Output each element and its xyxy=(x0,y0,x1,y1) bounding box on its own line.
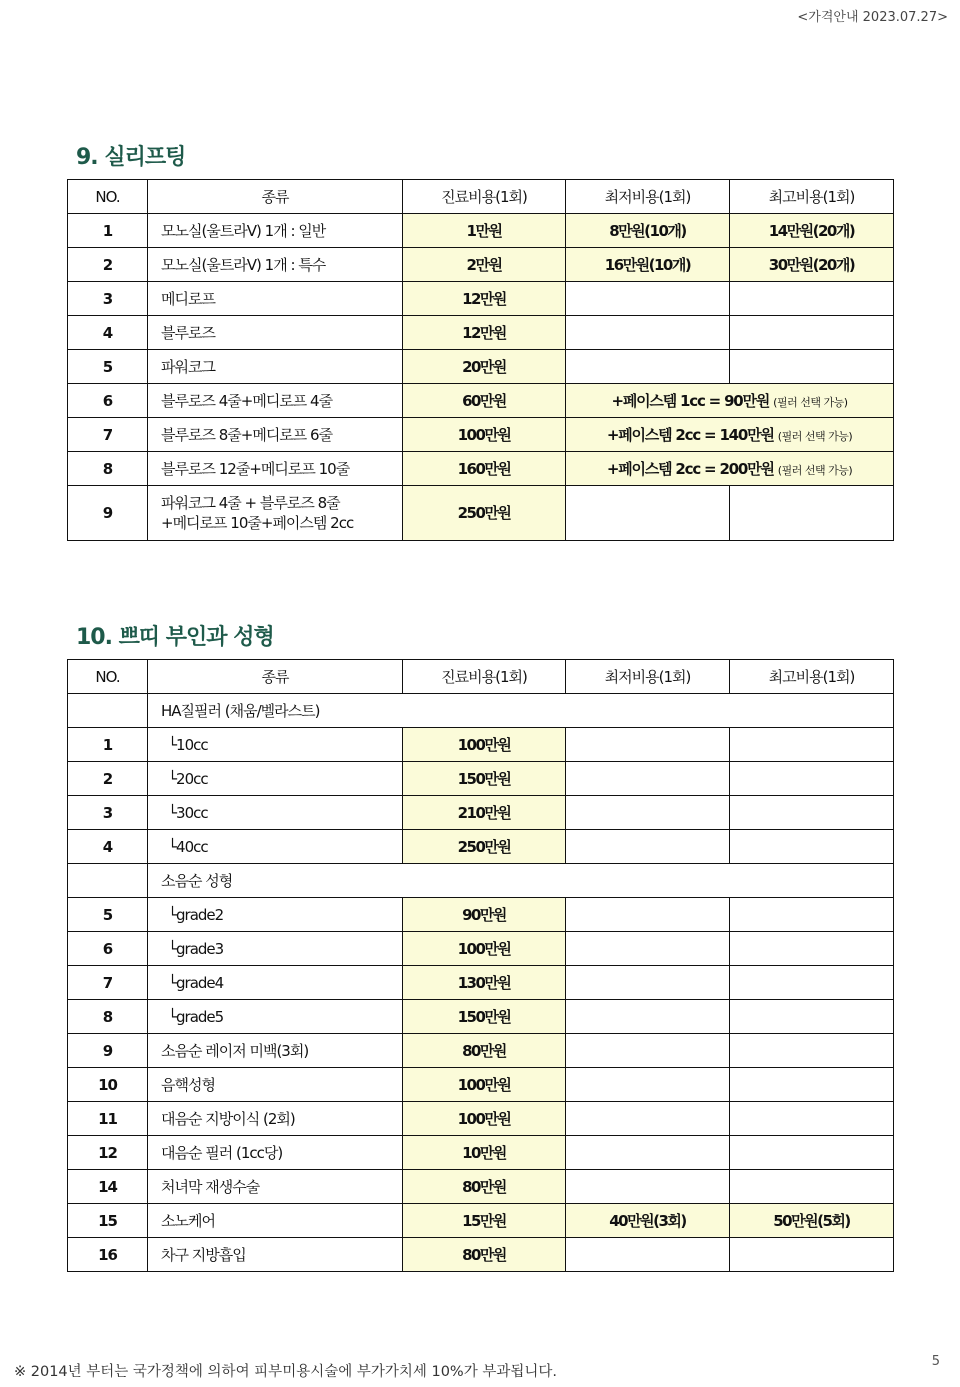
row-price: 60만원 xyxy=(403,384,566,418)
row-no: 3 xyxy=(68,796,148,830)
row-max-price xyxy=(730,762,894,796)
row-type: └30cc xyxy=(148,796,403,830)
row-type: 모노실(울트라V) 1개 : 특수 xyxy=(148,248,403,282)
row-min-price xyxy=(566,830,730,864)
row-price: 12만원 xyxy=(403,316,566,350)
row-type: 소노케어 xyxy=(148,1204,403,1238)
row-type: └grade4 xyxy=(148,966,403,1000)
table-row xyxy=(68,898,894,932)
row-no: 15 xyxy=(68,1204,148,1238)
section-title-petit-gynecology: 10. 쁘띠 부인과 성형 xyxy=(76,625,274,650)
row-no: 2 xyxy=(68,762,148,796)
row-price: 100만원 xyxy=(403,728,566,762)
row-max-price xyxy=(730,1102,894,1136)
row-max-price: 50만원(5회) xyxy=(730,1204,894,1238)
row-max-price xyxy=(730,282,894,316)
group-label: HA질필러 (채움/벨라스트) xyxy=(148,694,894,728)
table-header-row xyxy=(68,660,894,694)
table-row xyxy=(68,248,894,282)
thread-lifting-table xyxy=(67,179,894,541)
row-min-price xyxy=(566,1136,730,1170)
row-type: 블루로즈 12줄+메디로프 10줄 xyxy=(148,452,403,486)
row-price: 250만원 xyxy=(403,486,566,541)
row-type: └grade3 xyxy=(148,932,403,966)
table-row xyxy=(68,214,894,248)
row-no: 8 xyxy=(68,452,148,486)
row-type: 음핵성형 xyxy=(148,1068,403,1102)
row-no: 9 xyxy=(68,486,148,541)
row-max-price xyxy=(730,316,894,350)
table-row xyxy=(68,1000,894,1034)
row-max-price xyxy=(730,898,894,932)
row-type: 대음순 지방이식 (2회) xyxy=(148,1102,403,1136)
row-no: 7 xyxy=(68,966,148,1000)
group-no xyxy=(68,864,148,898)
row-type: 소음순 레이저 미백(3회) xyxy=(148,1034,403,1068)
row-price: 90만원 xyxy=(403,898,566,932)
row-combo-offer xyxy=(566,452,894,486)
table-row xyxy=(68,1034,894,1068)
row-max-price xyxy=(730,486,894,541)
row-price: 160만원 xyxy=(403,452,566,486)
row-max-price xyxy=(730,830,894,864)
header-max-price: 최고비용(1회) xyxy=(730,660,894,694)
row-min-price xyxy=(566,282,730,316)
table-header-row xyxy=(68,180,894,214)
combo-offer-note: (필러 선택 가능) xyxy=(777,430,853,443)
row-max-price xyxy=(730,350,894,384)
row-max-price xyxy=(730,1034,894,1068)
row-type: 블루로즈 8줄+메디로프 6줄 xyxy=(148,418,403,452)
row-no: 5 xyxy=(68,898,148,932)
row-no: 12 xyxy=(68,1136,148,1170)
header-no: NO. xyxy=(68,660,148,694)
group-label: 소음순 성형 xyxy=(148,864,894,898)
row-min-price xyxy=(566,1170,730,1204)
row-max-price xyxy=(730,796,894,830)
row-type: └40cc xyxy=(148,830,403,864)
table-row xyxy=(68,728,894,762)
row-max-price: 30만원(20개) xyxy=(730,248,894,282)
row-min-price xyxy=(566,1068,730,1102)
row-min-price xyxy=(566,728,730,762)
row-price: 250만원 xyxy=(403,830,566,864)
row-min-price xyxy=(566,898,730,932)
header-price: 진료비용(1회) xyxy=(403,660,566,694)
row-min-price xyxy=(566,762,730,796)
row-type: 파워코그 xyxy=(148,350,403,384)
row-min-price xyxy=(566,1238,730,1272)
petit-gynecology-table xyxy=(67,659,894,1272)
row-type: 차구 지방흡입 xyxy=(148,1238,403,1272)
row-price: 80만원 xyxy=(403,1238,566,1272)
row-type: 처녀막 재생수술 xyxy=(148,1170,403,1204)
row-type: 블루로즈 xyxy=(148,316,403,350)
row-no: 14 xyxy=(68,1170,148,1204)
row-no: 16 xyxy=(68,1238,148,1272)
row-no: 10 xyxy=(68,1068,148,1102)
header-min-price: 최저비용(1회) xyxy=(566,180,730,214)
row-price: 100만원 xyxy=(403,1102,566,1136)
table-row xyxy=(68,1170,894,1204)
row-max-price xyxy=(730,1068,894,1102)
row-no: 7 xyxy=(68,418,148,452)
table-row xyxy=(68,830,894,864)
row-max-price xyxy=(730,728,894,762)
row-min-price xyxy=(566,1000,730,1034)
combo-offer-note: (필러 선택 가능) xyxy=(773,396,848,409)
row-max-price xyxy=(730,1136,894,1170)
row-no: 1 xyxy=(68,214,148,248)
row-no: 6 xyxy=(68,384,148,418)
table-row xyxy=(68,1102,894,1136)
row-min-price xyxy=(566,966,730,1000)
row-no: 3 xyxy=(68,282,148,316)
row-min-price xyxy=(566,932,730,966)
row-no: 2 xyxy=(68,248,148,282)
row-combo-offer xyxy=(566,418,894,452)
row-price: 210만원 xyxy=(403,796,566,830)
header-min-price: 최저비용(1회) xyxy=(566,660,730,694)
row-no: 4 xyxy=(68,830,148,864)
row-price: 1만원 xyxy=(403,214,566,248)
row-no: 9 xyxy=(68,1034,148,1068)
row-type: └grade2 xyxy=(148,898,403,932)
row-price: 80만원 xyxy=(403,1034,566,1068)
table-row xyxy=(68,966,894,1000)
row-min-price xyxy=(566,1102,730,1136)
row-type-line: +메디로프 10줄+페이스템 2cc xyxy=(161,514,354,532)
table-row xyxy=(68,1238,894,1272)
row-min-price xyxy=(566,350,730,384)
row-max-price: 14만원(20개) xyxy=(730,214,894,248)
table-row xyxy=(68,350,894,384)
row-price: 2만원 xyxy=(403,248,566,282)
row-price: 100만원 xyxy=(403,418,566,452)
price-guide-date: <가격안내 2023.07.27> xyxy=(797,10,948,25)
row-price: 150만원 xyxy=(403,762,566,796)
row-min-price xyxy=(566,796,730,830)
row-price: 10만원 xyxy=(403,1136,566,1170)
row-type: 모노실(울트라V) 1개 : 일반 xyxy=(148,214,403,248)
table-row xyxy=(68,1068,894,1102)
table-row xyxy=(68,1136,894,1170)
row-price: 80만원 xyxy=(403,1170,566,1204)
header-price: 진료비용(1회) xyxy=(403,180,566,214)
page-number: 5 xyxy=(931,1354,940,1369)
table-row xyxy=(68,762,894,796)
row-max-price xyxy=(730,1000,894,1034)
table-row xyxy=(68,282,894,316)
row-type: └10cc xyxy=(148,728,403,762)
row-no: 4 xyxy=(68,316,148,350)
table-row xyxy=(68,452,894,486)
vat-notice: ※ 2014년 부터는 국가정책에 의하여 피부미용시술에 부가가치세 10%가 부과됩니다. xyxy=(14,1364,557,1380)
row-min-price xyxy=(566,316,730,350)
row-max-price xyxy=(730,932,894,966)
row-type: └grade5 xyxy=(148,1000,403,1034)
combo-offer-text: +페이스템 1cc = 90만원 xyxy=(611,392,770,410)
header-type: 종류 xyxy=(148,660,403,694)
section-title-thread-lifting: 9. 실리프팅 xyxy=(76,145,186,170)
row-min-price: 40만원(3회) xyxy=(566,1204,730,1238)
table-row xyxy=(68,384,894,418)
combo-offer-note: (필러 선택 가능) xyxy=(777,464,853,477)
table-row xyxy=(68,418,894,452)
table-row xyxy=(68,316,894,350)
table-row xyxy=(68,932,894,966)
row-price: 15만원 xyxy=(403,1204,566,1238)
row-max-price xyxy=(730,1238,894,1272)
row-price: 130만원 xyxy=(403,966,566,1000)
row-min-price: 16만원(10개) xyxy=(566,248,730,282)
table-row xyxy=(68,1204,894,1238)
row-max-price xyxy=(730,966,894,1000)
row-no: 5 xyxy=(68,350,148,384)
row-price: 100만원 xyxy=(403,1068,566,1102)
group-row xyxy=(68,694,894,728)
row-type: 블루로즈 4줄+메디로프 4줄 xyxy=(148,384,403,418)
header-max-price: 최고비용(1회) xyxy=(730,180,894,214)
row-no: 11 xyxy=(68,1102,148,1136)
row-no: 6 xyxy=(68,932,148,966)
row-combo-offer xyxy=(566,384,894,418)
table-row xyxy=(68,796,894,830)
header-no: NO. xyxy=(68,180,148,214)
row-type: 대음순 필러 (1cc당) xyxy=(148,1136,403,1170)
table-row xyxy=(68,486,894,541)
row-max-price xyxy=(730,1170,894,1204)
row-min-price: 8만원(10개) xyxy=(566,214,730,248)
row-type: └20cc xyxy=(148,762,403,796)
row-price: 12만원 xyxy=(403,282,566,316)
row-price: 150만원 xyxy=(403,1000,566,1034)
row-min-price xyxy=(566,486,730,541)
row-type-line: 파워코그 4줄 + 블루로즈 8줄 xyxy=(161,494,340,512)
combo-offer-text: +페이스템 2cc = 200만원 xyxy=(606,460,774,478)
row-price: 20만원 xyxy=(403,350,566,384)
row-type: 메디로프 xyxy=(148,282,403,316)
row-price: 100만원 xyxy=(403,932,566,966)
row-type xyxy=(148,486,403,541)
group-no xyxy=(68,694,148,728)
row-min-price xyxy=(566,1034,730,1068)
combo-offer-text: +페이스템 2cc = 140만원 xyxy=(606,426,774,444)
header-type: 종류 xyxy=(148,180,403,214)
row-no: 1 xyxy=(68,728,148,762)
group-row xyxy=(68,864,894,898)
row-no: 8 xyxy=(68,1000,148,1034)
